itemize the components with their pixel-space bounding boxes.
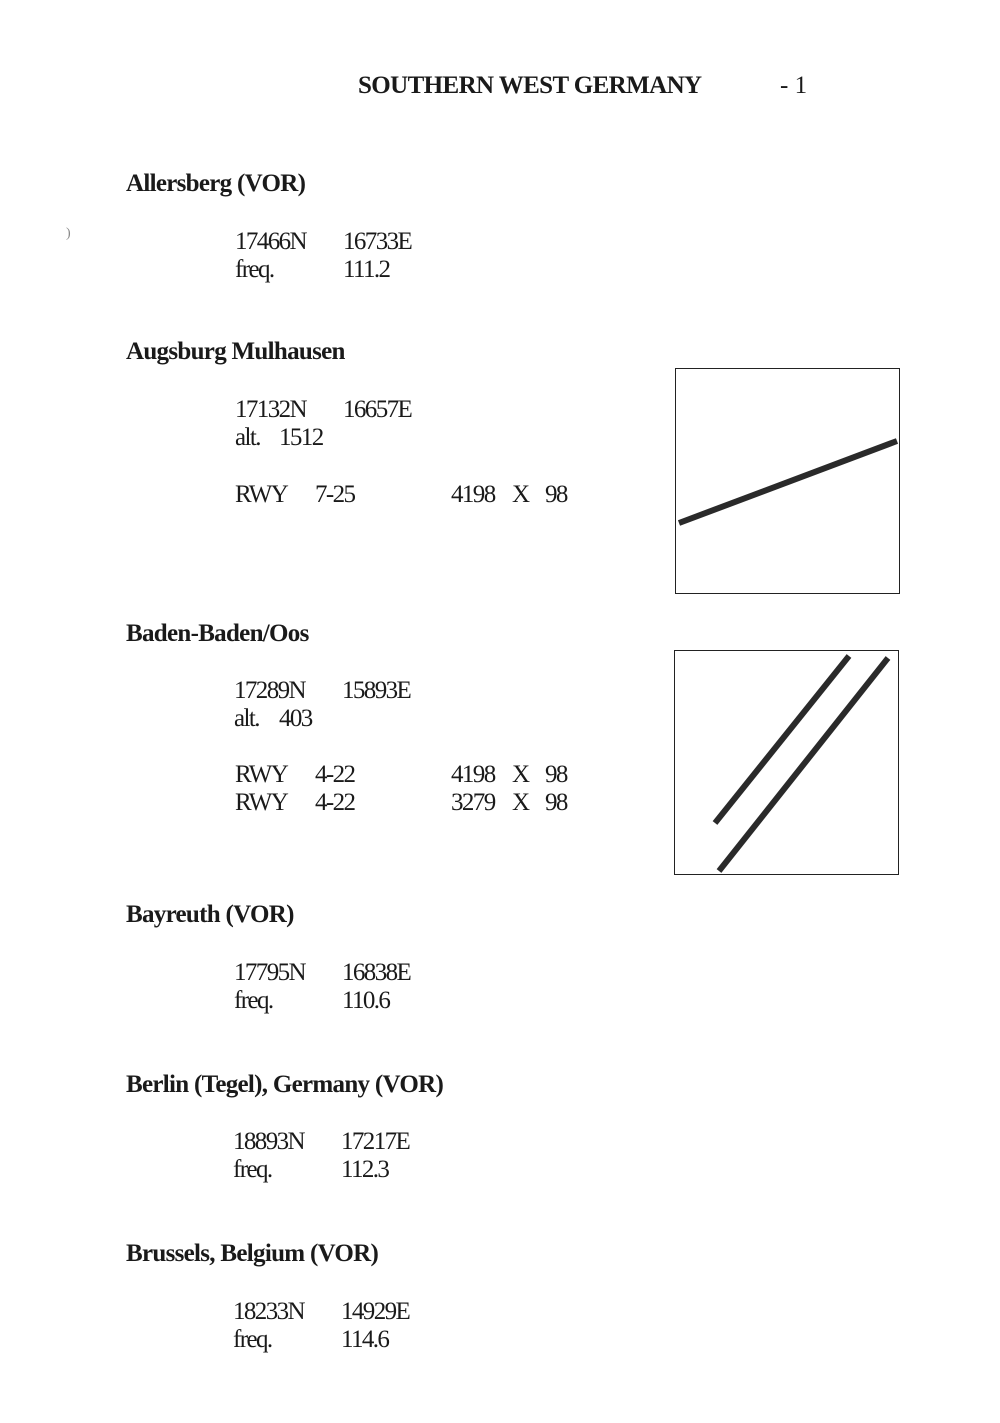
runway-diagram-augsburg [675, 368, 900, 594]
runway-id: 4-22 [315, 761, 355, 788]
runway-diagram-svg [675, 651, 900, 876]
runway-length: 4198 [451, 761, 495, 788]
runway-diagram-baden-baden [674, 650, 899, 875]
runway-line [679, 441, 897, 523]
page-number: - 1 [780, 72, 808, 99]
runway-width: 98 [545, 789, 567, 816]
entry-info-label: freq. [235, 256, 274, 283]
entry-coord-e: 16657E [343, 396, 412, 423]
runway-length: 4198 [451, 481, 495, 508]
entry-info-value: 1512 [279, 424, 323, 451]
entry-title-bayreuth: Bayreuth (VOR) [126, 901, 294, 928]
runway-diagram-svg [676, 369, 901, 595]
entry-info-value: 112.3 [341, 1156, 389, 1183]
runway-id: 7-25 [315, 481, 355, 508]
stray-mark: ) [66, 226, 71, 241]
entry-info-label: freq. [234, 987, 273, 1014]
entry-coord-n: 18233N [233, 1298, 304, 1325]
entry-info-label: freq. [233, 1326, 272, 1353]
entry-info-label: freq. [233, 1156, 272, 1183]
runway-label: RWY [235, 761, 288, 788]
entry-coord-n: 17466N [235, 228, 306, 255]
runway-line [719, 658, 888, 871]
entry-title-brussels: Brussels, Belgium (VOR) [126, 1240, 379, 1267]
entry-title-baden-baden: Baden-Baden/Oos [126, 620, 309, 647]
entry-info-value: 110.6 [342, 987, 390, 1014]
entry-info-label: alt. [234, 705, 259, 732]
runway-width: 98 [545, 761, 567, 788]
entry-coord-n: 17289N [234, 677, 305, 704]
page-title: SOUTHERN WEST GERMANY [358, 72, 702, 99]
entry-info-value: 114.6 [341, 1326, 389, 1353]
entry-coord-n: 17132N [235, 396, 306, 423]
entry-info-label: alt. [235, 424, 260, 451]
entry-title-allersberg: Allersberg (VOR) [126, 170, 306, 197]
entry-coord-n: 18893N [233, 1128, 304, 1155]
runway-x: X [512, 481, 529, 508]
entry-title-berlin: Berlin (Tegel), Germany (VOR) [126, 1071, 444, 1098]
entry-coord-n: 17795N [234, 959, 305, 986]
entry-coord-e: 17217E [341, 1128, 410, 1155]
runway-length: 3279 [451, 789, 495, 816]
runway-label: RWY [235, 481, 288, 508]
entry-coord-e: 14929E [341, 1298, 410, 1325]
entry-coord-e: 16733E [343, 228, 412, 255]
runway-line [715, 656, 849, 823]
entry-coord-e: 16838E [342, 959, 411, 986]
entry-coord-e: 15893E [342, 677, 411, 704]
runway-id: 4-22 [315, 789, 355, 816]
entry-info-value: 403 [279, 705, 312, 732]
runway-x: X [512, 789, 529, 816]
entry-info-value: 111.2 [343, 256, 390, 283]
entry-title-augsburg: Augsburg Mulhausen [126, 338, 345, 365]
runway-width: 98 [545, 481, 567, 508]
runway-label: RWY [235, 789, 288, 816]
runway-x: X [512, 761, 529, 788]
